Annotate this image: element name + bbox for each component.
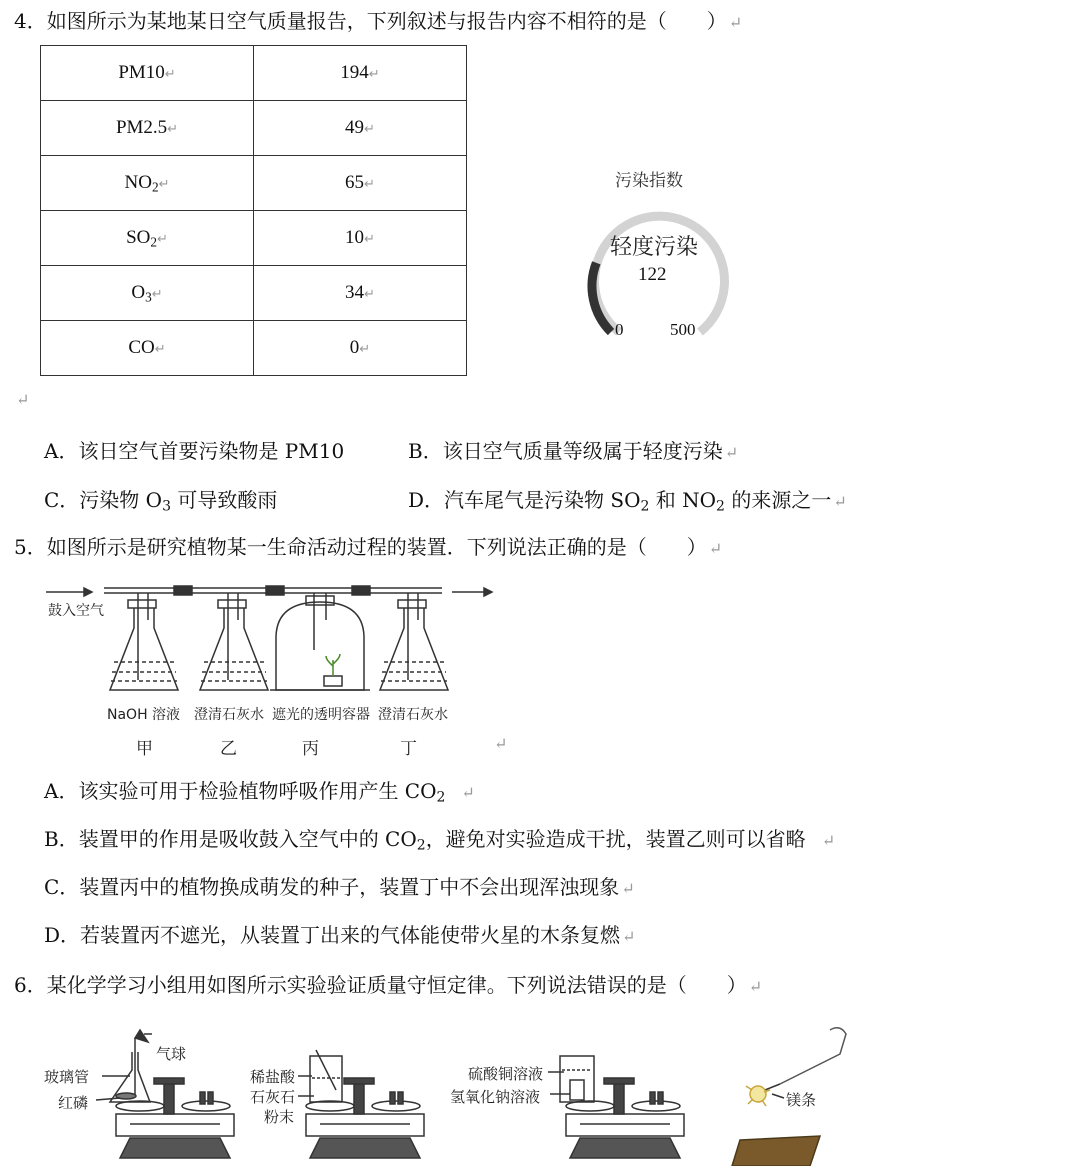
q4-option-a: A．该日空气首要污染物是 PM10	[44, 439, 345, 463]
paragraph-mark: ↵	[821, 831, 836, 850]
paragraph-mark: ↵	[364, 176, 375, 191]
vessel-bing-content: 遮光的透明容器	[272, 707, 370, 723]
table-row	[41, 156, 467, 211]
powder-label: 粉末	[264, 1108, 295, 1126]
paragraph-mark: ↵	[494, 734, 508, 753]
pollutant-value: 0↵	[254, 321, 467, 376]
paragraph-mark: ↵	[461, 783, 475, 802]
paragraph-mark: ↵	[748, 977, 763, 996]
air-quality-table	[40, 45, 467, 376]
paragraph-mark: ↵	[724, 443, 739, 462]
pollutant-value: 65↵	[254, 156, 467, 211]
red-phosphorus-label: 红磷	[58, 1094, 89, 1112]
pollutant-name: $SO_2↵$	[41, 211, 254, 266]
paragraph-mark: ↵	[364, 231, 375, 246]
limestone-label: 石灰石	[250, 1088, 296, 1106]
paragraph-mark: ↵	[154, 341, 166, 356]
air-inlet-label: 鼓入空气	[48, 603, 104, 619]
pollutant-value: 34↵	[254, 266, 467, 321]
cuso4-label: 硫酸铜溶液	[468, 1065, 544, 1083]
vessel-ding-content: 澄清石灰水	[378, 707, 448, 723]
q5-option-b: B．装置甲的作用是吸收鼓入空气中的 $CO_2$，避免对实验造成干扰，装置乙则可以省略 ↵	[44, 827, 836, 854]
pollution-index-gauge	[572, 160, 742, 350]
gauge-value: 122	[638, 264, 667, 285]
gauge-level: 轻度污染	[610, 235, 699, 260]
paragraph-mark: ↵	[364, 121, 375, 136]
naoh-label: 氢氧化钠溶液	[450, 1088, 541, 1106]
paragraph-mark: ↵	[164, 66, 176, 81]
q5-option-c: C．装置丙中的植物换成萌发的种子，装置丁中不会出现浑浊现象 ↵	[44, 875, 635, 899]
vessel-ding-name: 丁	[400, 739, 417, 759]
paragraph-mark: ↵	[158, 176, 170, 191]
vessel-bing-name: 丙	[302, 739, 319, 759]
paragraph-mark: ↵	[151, 286, 163, 301]
paragraph-mark: ↵	[621, 879, 635, 898]
paragraph-mark: ↵	[728, 13, 743, 32]
glass-tube-label: 玻璃管	[44, 1068, 90, 1086]
pollutant-name: $NO_2↵$	[41, 156, 254, 211]
q5-stem: 5．如图所示是研究植物某一生命活动过程的装置．下列说法正确的是（ ） ↵	[14, 535, 723, 559]
paragraph-mark: ↵	[167, 121, 179, 136]
paragraph-mark: ↵	[157, 231, 168, 246]
q4-option-c: C．污染物 $O_3$ 可导致酸雨	[44, 488, 278, 515]
pollutant-name: PM2.5↵	[41, 101, 254, 156]
vessel-yi-name: 乙	[220, 739, 237, 759]
paragraph-mark: ↵	[364, 286, 375, 301]
pollutant-name: $O_3↵$	[41, 266, 254, 321]
paragraph-mark: ↵	[368, 66, 380, 81]
table-row	[41, 211, 467, 266]
q4-stem: 4．如图所示为某地某日空气质量报告，下列叙述与报告内容不相符的是（ ） ↵	[14, 9, 743, 33]
gauge-max: 500	[670, 320, 696, 339]
vessel-jia-content: NaOH 溶液	[107, 707, 181, 723]
mg-strip-label: 镁条	[786, 1091, 817, 1109]
pollutant-value: 194↵	[254, 46, 467, 101]
vessel-yi-content: 澄清石灰水	[194, 707, 264, 723]
balloon-label: 气球	[156, 1045, 187, 1063]
dilute-hcl-label: 稀盐酸	[250, 1068, 296, 1086]
plant-experiment-apparatus	[40, 580, 510, 705]
paragraph-mark: ↵	[359, 341, 371, 356]
gauge-min: 0	[615, 320, 624, 339]
gauge-title: 污染指数	[615, 171, 683, 191]
table-row	[41, 46, 467, 101]
q5-option-a: A．该实验可用于检验植物呼吸作用产生 $CO_2$ ↵	[44, 779, 475, 806]
pollutant-value: 49↵	[254, 101, 467, 156]
vessel-jia-name: 甲	[136, 739, 153, 759]
q4-option-b: B．该日空气质量等级属于轻度污染 ↵	[408, 439, 739, 463]
paragraph-mark: ↵	[833, 492, 847, 511]
q5-option-d: D．若装置丙不遮光，从装置丁出来的气体能使带火星的木条复燃 ↵	[44, 923, 636, 947]
paragraph-mark: ↵	[708, 539, 723, 558]
table-row	[41, 101, 467, 156]
q4-option-d: D．汽车尾气是污染物 $SO_2$ 和 $NO_2$ 的来源之一 ↵	[408, 488, 847, 515]
table-row	[41, 321, 467, 376]
pollutant-value: 10↵	[254, 211, 467, 266]
paragraph-mark: ↵	[622, 927, 636, 946]
pollutant-name: CO↵	[41, 321, 254, 376]
table-row	[41, 266, 467, 321]
pollutant-name: PM10↵	[41, 46, 254, 101]
q6-stem: 6．某化学学习小组用如图所示实验验证质量守恒定律。下列说法错误的是（ ） ↵	[14, 973, 763, 997]
paragraph-mark: ↵	[16, 390, 30, 409]
